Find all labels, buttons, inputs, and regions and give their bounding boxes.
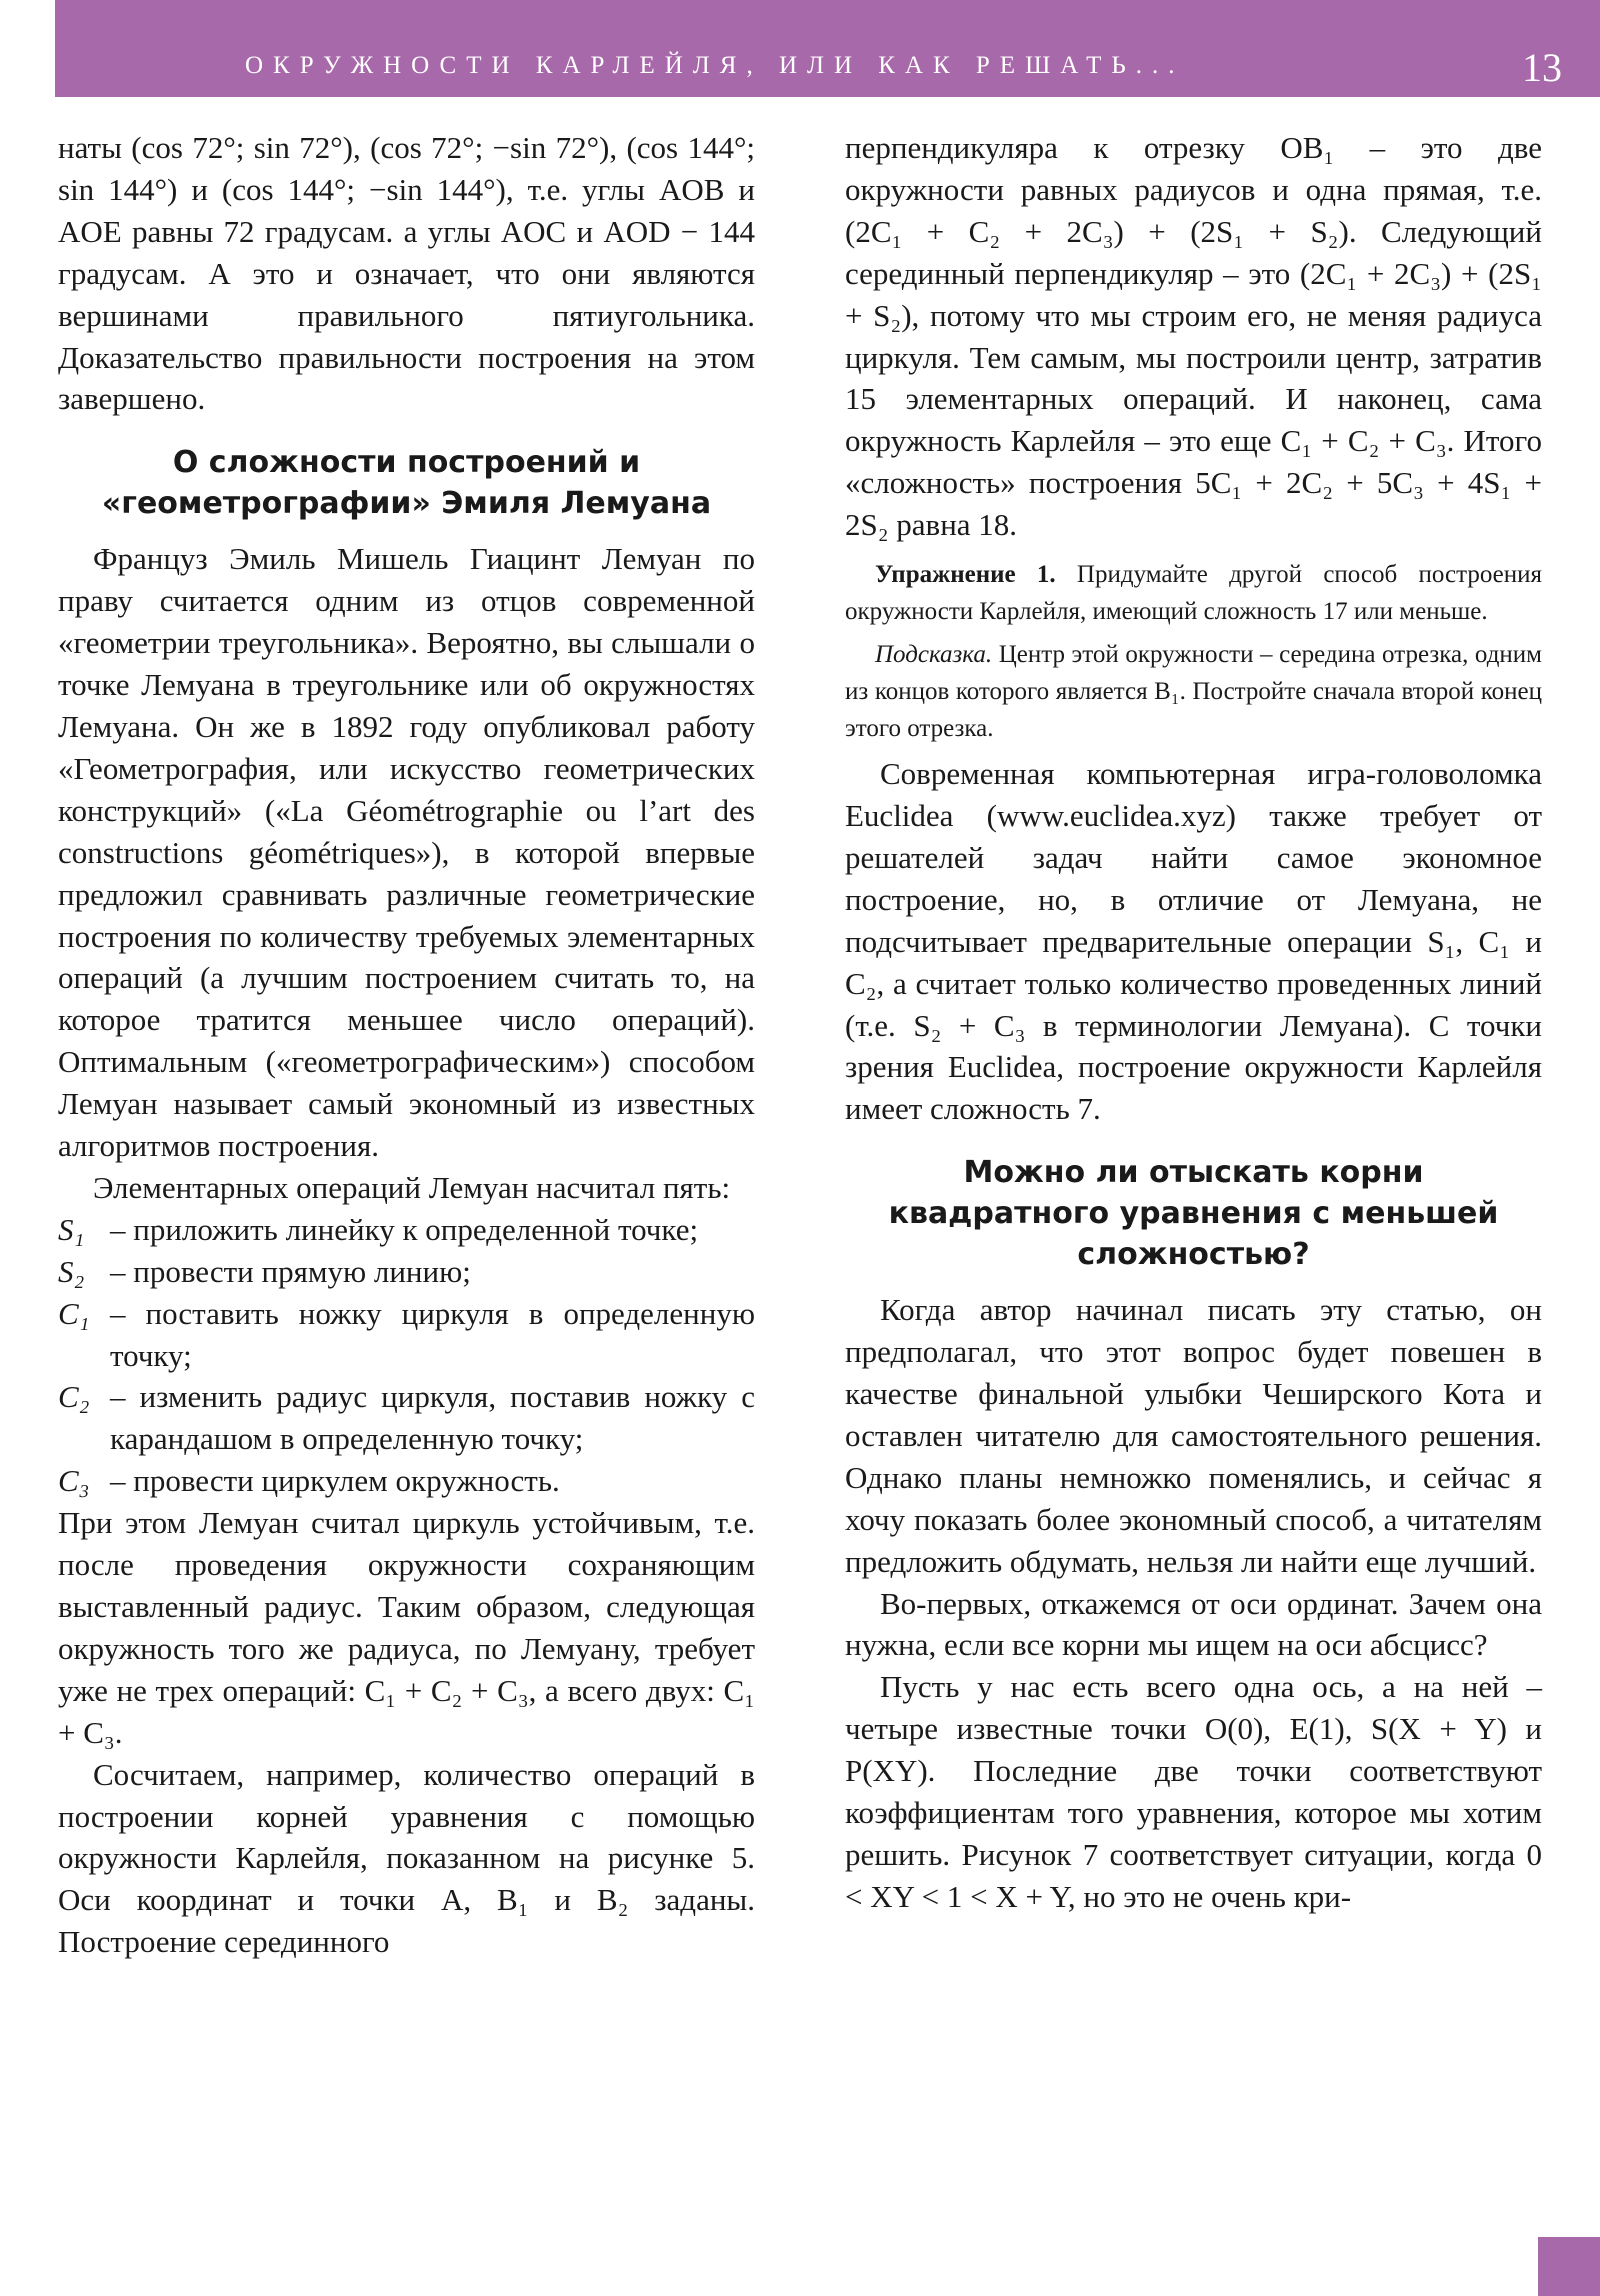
op-symbol: S₂ [58, 1253, 85, 1289]
paragraph: При этом Лемуан считал циркуль устойчивым, т.е. после проведения окружности сохраняющим выставленный радиус. Таким образом, следующая окружность того же радиуса, по Лемуану, требует уже не трех операций: C₁ + C₂ + C₃, а всего двух: C₁ + C₃. [58, 1505, 755, 1750]
exercise-text: Придумайте другой способ построения окружности Карлейля, имеющий сложность 17 или меньше. [845, 561, 1542, 626]
paragraph: Когда автор начинал писать эту статью, он предполагал, что этот вопрос будет повешен в качестве финальной улыбки Чеширского Кота и оставлен читателю для самостоятельного решения. Однако планы немножко поменялись, и сейчас я хочу показать более экономный способ, а читателям предложить обдумать, нельзя ли найти еще лучший. [845, 1292, 1542, 1579]
paragraph: Во-первых, откажемся от оси ординат. Зачем она нужна, если все корни мы ищем на оси абсцисс? [845, 1585, 1542, 1663]
list-item [58, 1209, 755, 1251]
op-text: – провести прямую линию; [110, 1253, 471, 1289]
list-item [58, 1460, 755, 1502]
operations-list [58, 1209, 755, 1502]
page-corner-marker [1538, 2237, 1600, 2296]
paragraph: Пусть у нас есть всего одна ось, а на ней – четыре известные точки O(0), E(1), S(X + Y) и P(XY). Последние две точки соответствуют коэффициентам того уравнения, которое мы хотим решить. Рисунок 7 соответствует ситуации, когда 0 < XY < 1 < X + Y, но это не очень кри- [845, 1669, 1542, 1914]
op-text: – приложить линейку к определенной точке; [110, 1211, 699, 1247]
left-column [58, 127, 755, 1963]
op-text: – изменить радиус циркуля, поставив ножку с карандашом в определенную точку; [110, 1379, 755, 1457]
list-item [58, 1376, 755, 1460]
hint-text: Центр этой окружности – середина отрезка, одним из концов которого является B₁. Постройте сначала второй конец этого отрезка. [845, 641, 1542, 743]
exercise [845, 556, 1542, 630]
exercise-box [845, 556, 1542, 747]
paragraph: Сосчитаем, например, количество операций в построении корней уравнения с помощью окружности Карлейля, показанном на рисунке 5. Оси координат и точки A, B₁ и B₂ заданы. Построение серединного [58, 1756, 755, 1960]
paragraph: Француз Эмиль Мишель Гиацинт Лемуан по праву считается одним из отцов современной «геометрии треугольника». Вероятно, вы слышали о точке Лемуана в треугольнике или об окружностях Лемуана. Он же в 1892 году опубликовал работу «Геометрография, или искусство геометрических конструкций» («La Géométrographie ou l’art des constructions géométriques»), в которой впервые предложил сравнивать различные геометрические построения по количеству требуемых элементарных операций (а лучшим построением считать то, на которое тратится меньшее число операций). Оптимальным («геометрографическим») способом Лемуан называет самый экономный из известных алгоритмов построения. [58, 541, 755, 1164]
section-heading: Можно ли отыскать корни квадратного уравнения с меньшей сложностью? [888, 1155, 1499, 1273]
op-text: – провести циркулем окружность. [110, 1463, 560, 1499]
paragraph: перпендикуляра к отрезку OB₁ – это две окружности равных радиусов и одна прямая, т.е. (2C₁ + C₂ + 2C₃) + (2S₁ + S₂). Следующий серединный перпендикуляр – это (2C₁ + 2C₃) + (2S₁ + S₂), потому что мы строим его, не меняя радиуса циркуля. Тем самым, мы построили центр, затратив 15 элементарных операций. И наконец, сама окружность Карлейля – это еще C₁ + C₂ + C₃. Итого «сложность» построения 5C₁ + 2C₂ + 5C₃ + 4S₁ + 2S₂ равна 18. [845, 130, 1542, 543]
header-title: ОКРУЖНОСТИ КАРЛЕЙЛЯ, ИЛИ КАК РЕШАТЬ... [245, 52, 1185, 79]
op-symbol: S₁ [58, 1211, 85, 1247]
hint [845, 636, 1542, 747]
op-symbol: C₃ [58, 1463, 90, 1499]
running-header [55, 0, 1600, 97]
list-item [58, 1251, 755, 1293]
op-symbol: C₂ [58, 1379, 90, 1415]
paragraph: наты (cos 72°; sin 72°), (cos 72°; −sin 72°), (cos 144°; sin 144°) и (cos 144°; −sin 144°), т.е. углы AOB и AOE равны 72 градусам. а углы AOC и AOD − 144 градусам. А это и означает, что они являются вершинами правильного пятиугольника. Доказательство правильности построения на этом завершено. [58, 130, 755, 417]
exercise-label: Упражнение 1. [875, 561, 1056, 589]
op-symbol: C₁ [58, 1295, 90, 1331]
op-text: – поставить ножку циркуля в определенную точку; [110, 1295, 755, 1373]
hint-label: Подсказка. [875, 641, 993, 669]
page-number: 13 [1522, 45, 1562, 90]
paragraph: Элементарных операций Лемуан насчитал пять: [93, 1169, 731, 1205]
section-heading: О сложности построений и «геометрографии» Эмиля Лемуана [101, 445, 712, 522]
paragraph: Современная компьютерная игра-головоломка Euclidea (www.euclidea.xyz) также требует от решателей задач найти самое экономное построение, но, в отличие от Лемуана, не подсчитывает предварительные операции S₁, C₁ и C₂, а считает только количество проведенных линий (т.е. S₂ + C₃ в терминологии Лемуана). С точки зрения Euclidea, построение окружности Карлейля имеет сложность 7. [845, 756, 1542, 1127]
right-column [845, 127, 1542, 1918]
list-item [58, 1293, 755, 1377]
